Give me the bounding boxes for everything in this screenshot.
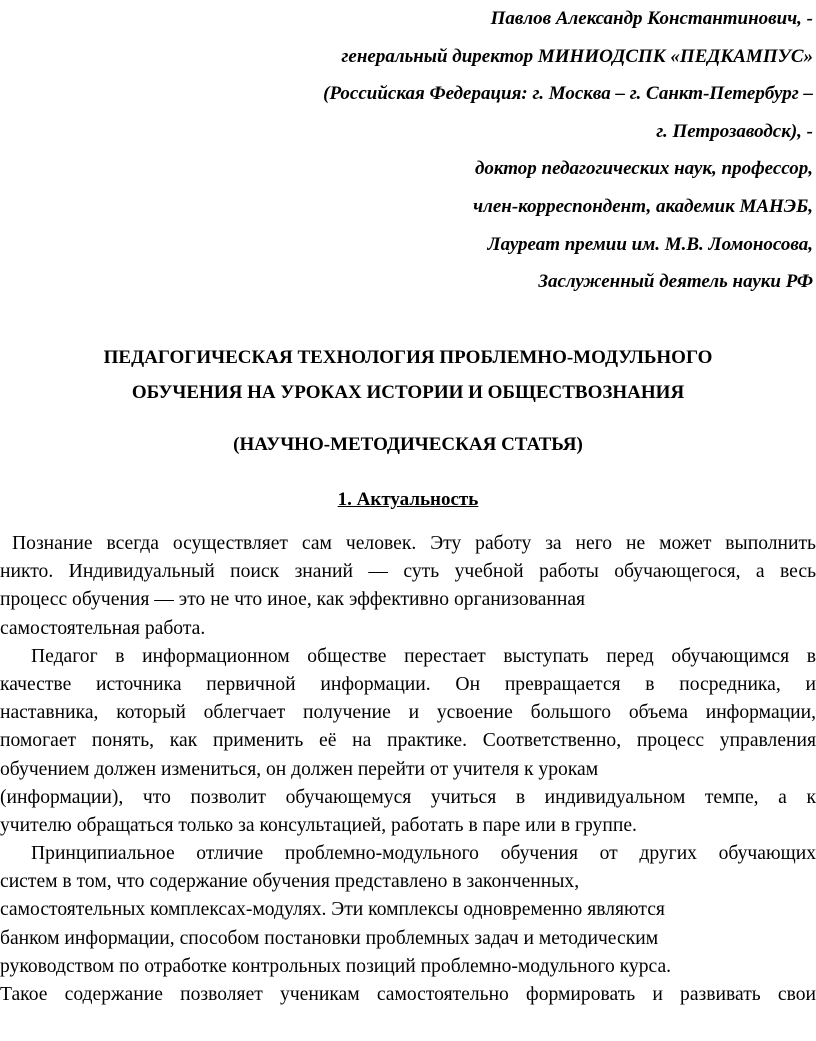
body-line: Педагог в информационном обществе перестает выступать перед обучающимся в bbox=[31, 645, 816, 667]
article-body bbox=[0, 530, 816, 1009]
body-line: процесс обучения — это не что иное, как эффективно организованная bbox=[0, 589, 586, 611]
author-info bbox=[323, 0, 813, 301]
article-title bbox=[0, 340, 816, 410]
body-line: Принципиальное отличие проблемно-модульного обучения от других обучающих bbox=[31, 843, 816, 865]
body-line: систем в том, что содержание обучения представлено в законченных, bbox=[0, 871, 580, 893]
body-line: обучением должен измениться, он должен перейти от учителя к урокам bbox=[0, 758, 599, 780]
section-heading-text: 1. Актуальность bbox=[337, 489, 479, 510]
body-line: наставника, который облегчает получение и усвоение большого объема информации, bbox=[0, 702, 816, 724]
body-line: руководством по отработке контрольных позиций проблемно-модульного курса. bbox=[0, 955, 672, 977]
author-position: генеральный директор МИНИОДСПК «ПЕДКАМПУС» bbox=[341, 45, 813, 67]
body-line: помогает понять, как применить её на практике. Соответственно, процесс управления bbox=[0, 730, 816, 752]
author-award: Лауреат премии им. М.В. Ломоносова, bbox=[487, 233, 813, 255]
body-line: никто. Индивидуальный поиск знаний — суть учебной работы обучающегося, а весь bbox=[0, 561, 816, 583]
body-line: самостоятельная работа. bbox=[0, 617, 206, 639]
title-line: ОБУЧЕНИЯ НА УРОКАХ ИСТОРИИ И ОБЩЕСТВОЗНАНИЯ bbox=[131, 382, 685, 403]
author-location-cont: г. Петрозаводск), - bbox=[656, 120, 813, 142]
author-name: Павлов Александр Константинович, - bbox=[490, 8, 813, 29]
body-line: Такое содержание позволяет ученикам самостоятельно формировать и развивать свои bbox=[0, 984, 816, 1005]
body-line: самостоятельных комплексах-модулях. Эти комплексы одновременно являются bbox=[0, 899, 665, 921]
author-degree: доктор педагогических наук, профессор, bbox=[474, 158, 813, 180]
section-heading bbox=[0, 485, 816, 515]
body-line: (информации), что позволит обучающемуся учиться в индивидуальном темпе, а к bbox=[0, 786, 816, 808]
author-academy: член-корреспондент, академик МАНЭБ, bbox=[473, 195, 813, 217]
title-line: ПЕДАГОГИЧЕСКАЯ ТЕХНОЛОГИЯ ПРОБЛЕМНО-МОДУЛЬНОГО bbox=[103, 347, 713, 368]
article-subtitle: (НАУЧНО-МЕТОДИЧЕСКАЯ СТАТЬЯ) bbox=[233, 434, 583, 455]
body-line: Познание всегда осуществляет сам человек. Эту работу за него не может выполнить bbox=[12, 533, 816, 554]
body-line: качестве источника первичной информации. Он превращается в посредника, и bbox=[0, 673, 816, 695]
body-line: учителю обращаться только за консультацией, работать в паре или в группе. bbox=[0, 814, 637, 836]
body-line: банком информации, способом постановки проблемных задач и методическим bbox=[0, 927, 659, 949]
author-location: (Российская Федерация: г. Москва – г. Санкт-Петербург – bbox=[323, 83, 813, 105]
author-honor: Заслуженный деятель науки РФ bbox=[538, 271, 813, 293]
